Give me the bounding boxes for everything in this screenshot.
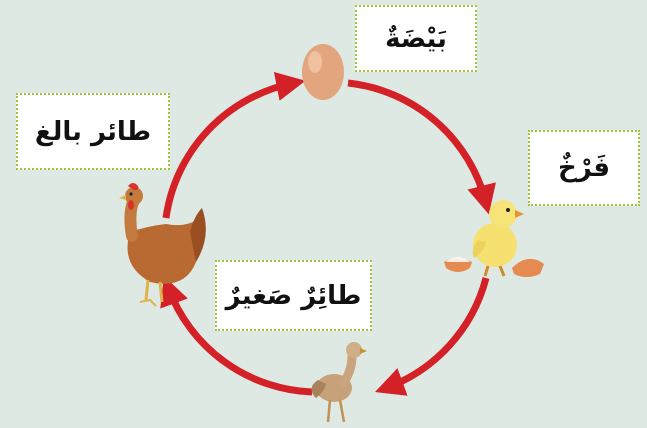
label-adult-bird: طائر بالغ xyxy=(16,93,170,170)
chick-icon xyxy=(444,200,544,277)
arrow-egg-to-chick xyxy=(348,83,486,203)
label-chick: فَرْخٌ xyxy=(528,130,640,206)
young-bird-icon xyxy=(311,342,367,422)
label-young-bird: طائِرٌ صَغيرٌ xyxy=(215,260,372,331)
arrow-chick-to-young xyxy=(386,278,486,388)
egg-icon xyxy=(302,44,344,100)
hen-icon xyxy=(119,183,206,306)
label-egg: بَيْضَةٌ xyxy=(355,5,477,72)
arrow-hen-to-egg xyxy=(166,83,294,218)
